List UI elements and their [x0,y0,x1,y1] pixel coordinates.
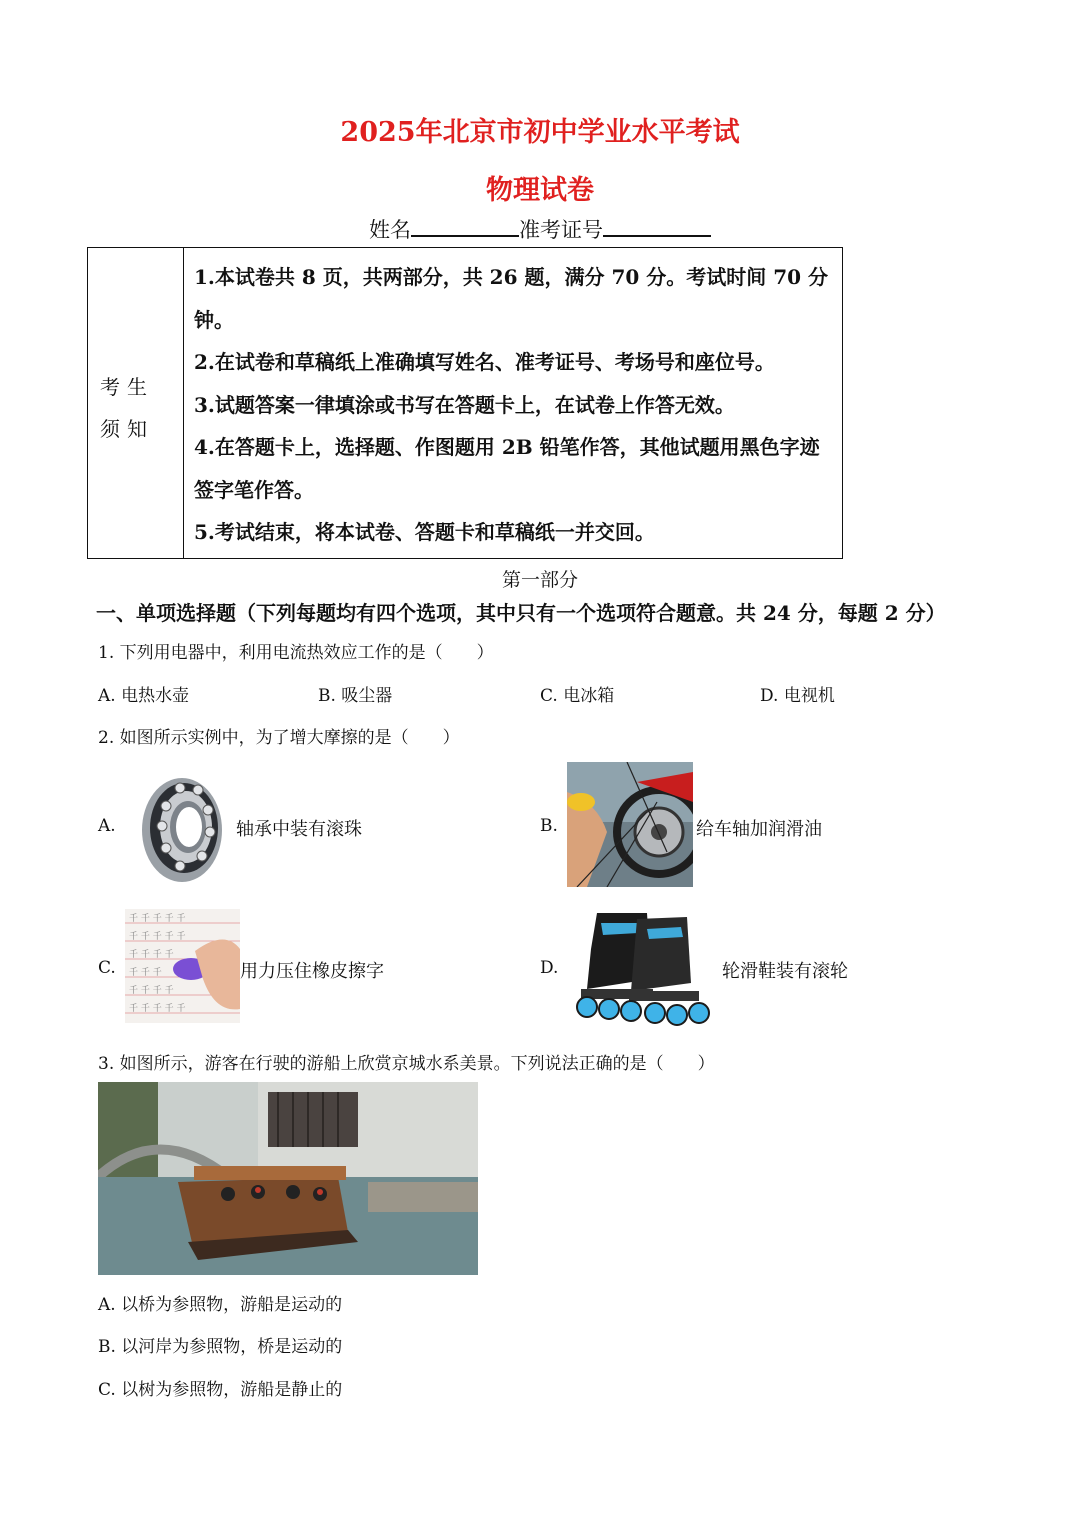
id-label: 准考证号 [519,218,603,242]
notice-item: 2.在试卷和草稿纸上准确填写姓名、准考证号、考场号和座位号。 [194,350,775,374]
svg-text:千 千 千 千: 千 千 千 千 [129,986,174,996]
q1-option-c[interactable]: C. 电冰箱 [540,686,615,706]
notice-item: 5.考试结束，将本试卷、答题卡和草稿纸一并交回。 [194,520,655,544]
q3-option-b[interactable]: B. 以河岸为参照物，桥是运动的 [98,1337,343,1357]
bike-axle-image [567,762,693,887]
boat-photo [98,1082,478,1275]
notice-item: 4.在答题卡上，选择题、作图题用 2B 铅笔作答，其他试题用黑色字迹签字笔作答。 [194,435,820,502]
part-title: 第一部分 [501,569,578,591]
q1-option-a[interactable]: A. 电热水壶 [98,686,190,706]
section-title: 一、单项选择题（下列每题均有四个选项，其中只有一个选项符合题意。共 24 分，每题 2 分） [96,601,946,625]
q3-option-a[interactable]: A. 以桥为参照物，游船是运动的 [98,1295,343,1315]
notice-item: 3.试题答案一律填涂或书写在答题卡上，在试卷上作答无效。 [194,392,735,417]
q2-option-d-letter[interactable]: D. [540,958,559,978]
svg-text:千 千 千 千 千: 千 千 千 千 千 [129,914,186,924]
q2-option-c-caption: 用力压住橡皮擦字 [240,961,384,982]
svg-text:千 千 千 千: 千 千 千 千 [129,950,174,960]
q2-option-b-letter[interactable]: B. [540,816,558,836]
q2-option-a-letter[interactable]: A. [98,816,116,836]
notice-table [87,247,843,559]
notice-body [194,256,834,554]
notice-heading-cell [88,248,184,558]
svg-text:千 千 千 千 千: 千 千 千 千 千 [129,1004,186,1014]
id-blank[interactable] [603,215,711,237]
question-2-stem: 2. 如图所示实例中，为了增大摩擦的是（ ） [98,728,460,748]
q2-option-c-letter[interactable]: C. [98,958,116,978]
eraser-image [125,909,240,1023]
bearing-image [136,766,228,890]
notice-heading: 考生须知 [100,375,154,441]
name-line [0,214,1080,244]
name-label: 姓名 [369,218,411,242]
q1-option-b[interactable]: B. 吸尘器 [318,686,393,706]
roller-skate-image [567,909,717,1033]
exam-title: 2025年北京市初中学业水平考试 [340,117,740,148]
q3-option-c[interactable]: C. 以树为参照物，游船是静止的 [98,1380,343,1400]
notice-item: 1.本试卷共 8 页，共两部分，共 26 题，满分 70 分。考试时间 70 分钟。 [194,265,828,332]
name-blank[interactable] [411,215,519,237]
q2-option-d-caption: 轮滑鞋装有滚轮 [722,961,848,982]
q2-option-b-caption: 给车轴加润滑油 [696,819,822,840]
svg-text:千 千 千: 千 千 千 [129,968,162,978]
question-1-stem: 1. 下列用电器中，利用电流热效应工作的是（ ） [98,643,494,663]
question-3-stem: 3. 如图所示，游客在行驶的游船上欣赏京城水系美景。下列说法正确的是（ ） [98,1054,715,1074]
q2-option-a-caption: 轴承中装有滚珠 [236,819,362,840]
exam-subtitle: 物理试卷 [486,175,594,206]
svg-text:千 千 千 千 千: 千 千 千 千 千 [129,932,186,942]
q1-option-d[interactable]: D. 电视机 [760,686,835,706]
